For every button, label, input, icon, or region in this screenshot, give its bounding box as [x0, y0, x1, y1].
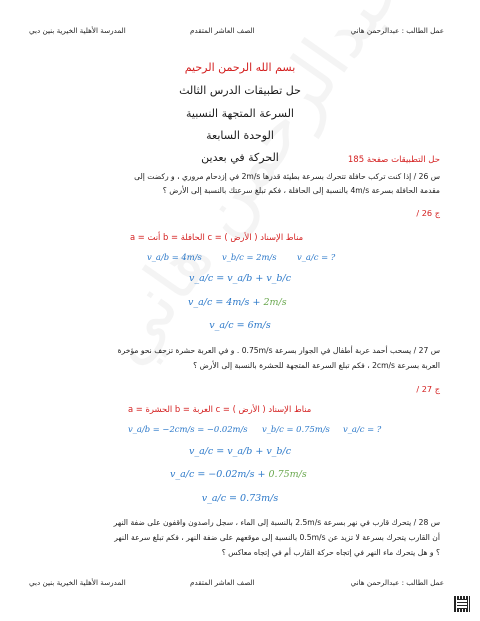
q26-equation-2	[188, 297, 287, 308]
q26-given-2: v_b/c = 2m/s	[222, 252, 277, 262]
q27-equation-2	[170, 469, 307, 480]
q27-equation-3: v_a/c = 0.73m/s	[201, 493, 279, 504]
q26-equation-3: v_a/c = 6m/s	[209, 320, 271, 331]
q27-line2: العربة بسرعة 2cm/s ، فكم تبلغ السرعة المتجهة للحشرة بالنسبة إلى الأرض ؟	[193, 361, 440, 370]
page-reference: حل التطبيقات صفحة 185	[347, 155, 440, 165]
q27-equation-1: v_a/c = v_a/b + v_b/c	[188, 446, 292, 457]
chapter-title: الحركة في بعدين	[201, 151, 279, 164]
q26-equation-1: v_a/c = v_a/b + v_b/c	[188, 273, 292, 284]
q26-answer-label: ج 26 /	[416, 208, 440, 218]
q27-given-3: v_a/c = ?	[343, 424, 382, 434]
footer-student: عمل الطالب : عبدالرحمن هاني	[350, 578, 444, 587]
q26-eq2-right: 2m/s	[263, 297, 287, 308]
q26-line1: س 26 / إذا كنت تركب حافلة تتحرك بسرعة بطيئة قدرها 2m/s في إزدحام مروري ، و ركضت إلى	[134, 172, 440, 181]
q27-answer-label: ج 27 /	[416, 384, 440, 394]
q27-given-2: v_b/c = 0.75m/s	[262, 424, 330, 434]
q27-given-1: v_a/b = −2cm/s = −0.02m/s	[128, 424, 248, 434]
q27-definitions: a = الحشرة b = العربة c = مناط الإسناد ( الأرض )	[128, 404, 312, 414]
qr-code-icon	[454, 596, 470, 612]
lesson-title: حل تطبيقات الدرس الثالث	[179, 84, 301, 97]
header-student: عمل الطالب : عبدالرحمن هاني	[350, 26, 444, 35]
q26-definitions: a = أنت b = الحافلة c = مناط الإسناد ( الأرض )	[130, 232, 304, 242]
header-school: المدرسة الأهلية الخيرية بنين دبي	[29, 26, 126, 35]
header-grade: الصف العاشر المتقدم	[190, 26, 255, 35]
q26-eq2-left: v_a/c = 4m/s +	[188, 297, 264, 308]
topic-title: السرعة المتجهة النسبية	[186, 107, 294, 120]
q27-eq2-right: 0.75m/s	[268, 469, 307, 480]
q27-line1: س 27 / يسحب أحمد عربة أطفال في الجوار بسرعة 0.75m/s . و في العربة حشرة تزحف نحو مؤخرة	[117, 346, 440, 355]
footer-school: المدرسة الأهلية الخيرية بنين دبي	[29, 578, 126, 587]
q26-given-3: v_a/c = ?	[297, 252, 336, 262]
unit-title: الوحدة السابعة	[206, 129, 274, 142]
q27-eq2-left: v_a/c = −0.02m/s +	[170, 469, 269, 480]
q28-line2: أن القارب يتحرك بسرعة لا تزيد عن 0.5m/s بالنسبة إلى موقعهم على ضفة النهر ، فكم تبلغ سرعة النهر	[114, 533, 440, 542]
q26-given-1: v_a/b = 4m/s	[147, 252, 202, 262]
basmala: بسم الله الرحمن الرحيم	[184, 61, 296, 74]
footer-grade: الصف العاشر المتقدم	[190, 578, 255, 587]
q26-line2: مقدمة الحافلة بسرعة 4m/s بالنسبة إلى الحافلة ، فكم تبلغ سرعتك بالنسبة إلى الأرض ؟	[162, 186, 440, 195]
q28-line3: ؟ و هل يتحرك ماء النهر في إتجاه حركة القارب أم في إتجاه معاكس ؟	[221, 548, 440, 557]
q28-line1: س 28 / يتحرك قارب في نهر بسرعة 2.5m/s بالنسبة إلى الماء ، سجل راصدون واقفون على ضفة النهر	[113, 518, 440, 527]
